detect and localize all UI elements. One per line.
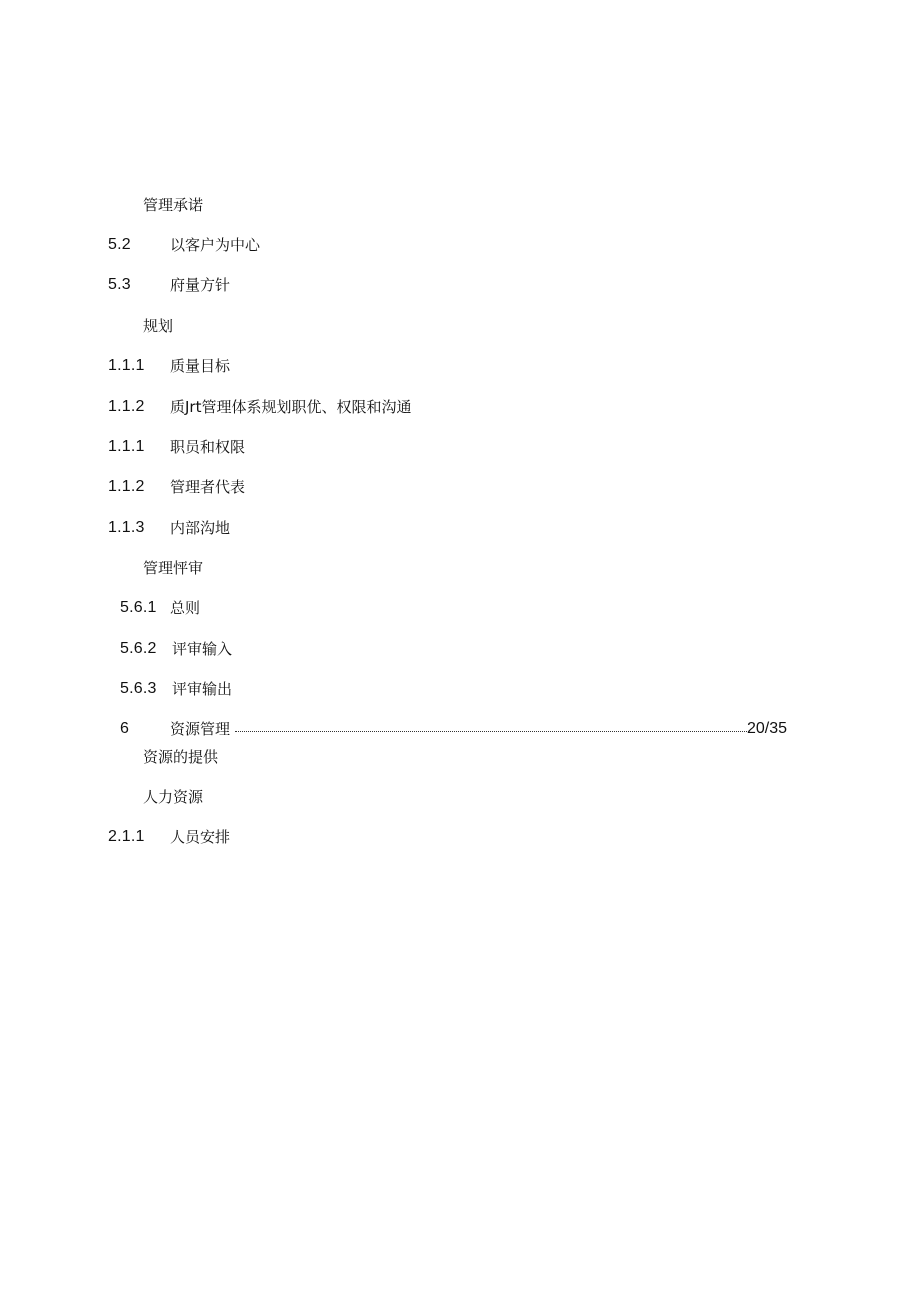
toc-entry-title: 质量目标 (170, 357, 231, 375)
toc-entry (0, 475, 920, 499)
toc-entry-number: 5.6.3 (120, 680, 157, 697)
toc-entry-number: 2.1.1 (108, 828, 145, 845)
toc-entry (0, 395, 920, 419)
toc-entry-number: 5.2 (108, 236, 131, 253)
toc-entry-title: 总则 (170, 599, 201, 617)
toc-entry (0, 556, 920, 580)
toc-entry (0, 354, 920, 378)
toc-entry-title: 人力资源 (143, 788, 204, 806)
toc-entry (0, 314, 920, 338)
toc-entry-number: 5.6.1 (120, 599, 157, 616)
toc-entry-title: 管理承诺 (143, 196, 204, 214)
toc-entry-title: 职员和权限 (170, 438, 246, 456)
toc-entry (0, 273, 920, 297)
toc-entry (0, 745, 920, 769)
toc-entry-number: 1.1.2 (108, 478, 145, 495)
toc-entry-title: 资源的提供 (143, 748, 219, 766)
toc-entry (0, 435, 920, 459)
toc-entry (0, 637, 920, 661)
toc-entry-number: 5.3 (108, 276, 131, 293)
toc-entry (0, 677, 920, 701)
toc-entry-title: 资源管理 (170, 720, 231, 738)
dot-leader (235, 731, 747, 732)
toc-entry (0, 825, 920, 849)
toc-entry-title: 质Jrt管理体系规划职优、权限和沟通 (170, 398, 412, 416)
toc-entry-number: 6 (120, 720, 130, 737)
toc-entry-title: 以客户为中心 (170, 236, 261, 254)
toc-entry-title: 府量方针 (170, 276, 231, 294)
toc-entry-page: 20/35 (747, 720, 788, 737)
toc-entry-title: 内部沟地 (170, 519, 231, 537)
toc-entry (0, 717, 920, 741)
toc-entry-title: 评审输入 (172, 640, 233, 658)
toc-entry-title: 规划 (143, 317, 174, 335)
toc-entry (0, 785, 920, 809)
toc-entry (0, 193, 920, 217)
toc-entry-number: 1.1.1 (108, 438, 145, 455)
toc-entry-title: 评审输出 (172, 680, 233, 698)
toc-entry-number: 1.1.2 (108, 398, 145, 415)
toc-entry-number: 1.1.1 (108, 357, 145, 374)
toc-entry-number: 1.1.3 (108, 519, 145, 536)
toc-entry (0, 516, 920, 540)
toc-entry (0, 596, 920, 620)
toc-entry-number: 5.6.2 (120, 640, 157, 657)
toc-entry-title: 管理者代表 (170, 478, 246, 496)
toc-entry-title: 人员安排 (170, 828, 231, 846)
toc-entry-title: 管理怦审 (143, 559, 204, 577)
toc-entry (0, 233, 920, 257)
